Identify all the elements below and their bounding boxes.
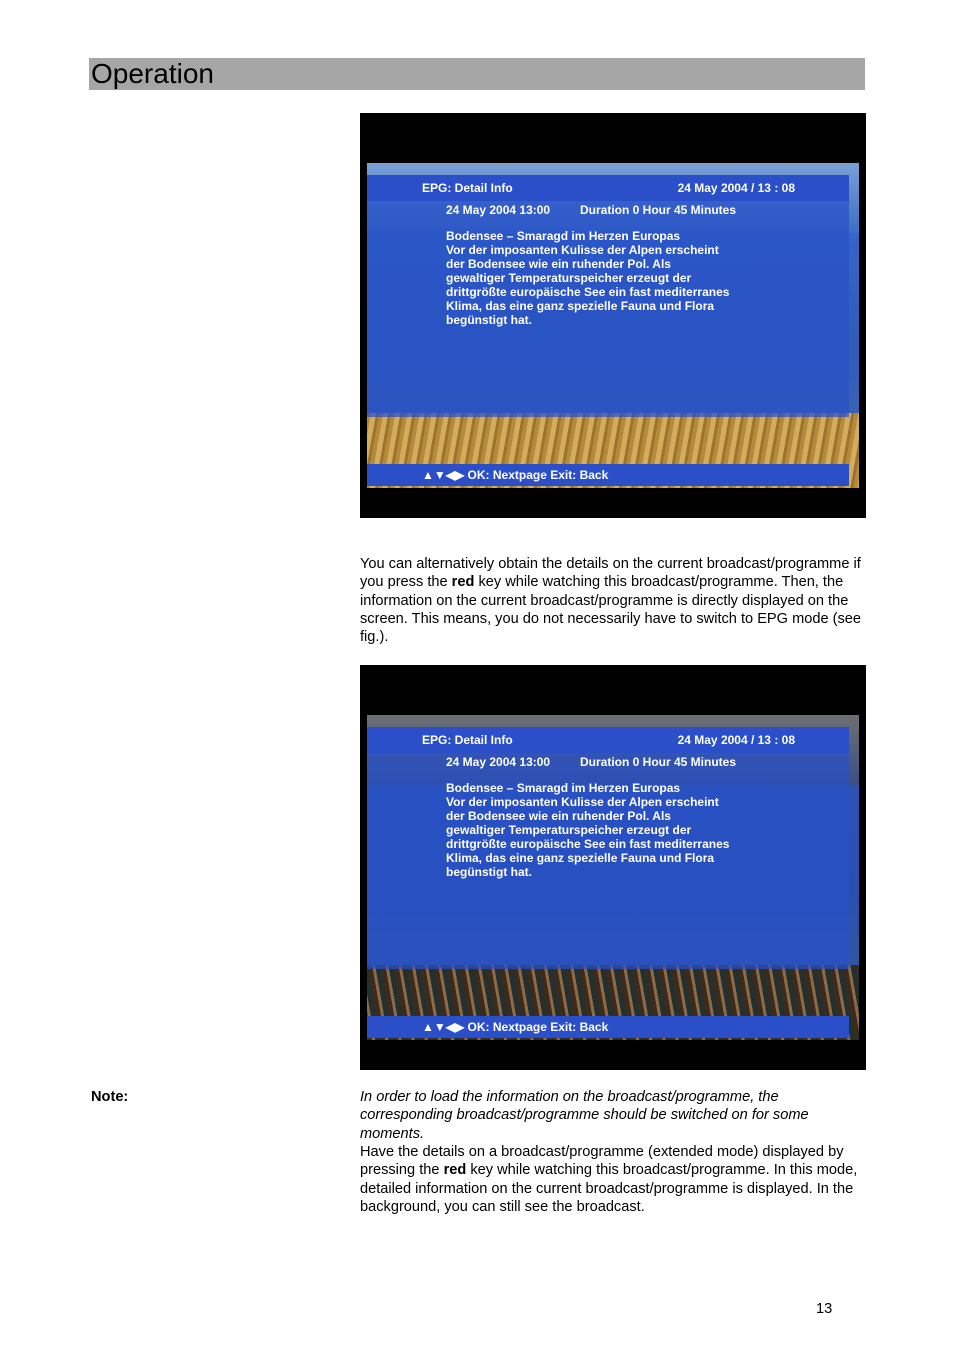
epg-footer-bar	[367, 1016, 849, 1038]
description-line: drittgrößte europäische See ein fast mediterranes	[446, 285, 730, 299]
epg-detail-screenshot-2	[360, 665, 866, 1070]
description-line: Vor der imposanten Kulisse der Alpen erscheint	[446, 243, 719, 257]
epg-header-bar	[367, 175, 849, 201]
paragraph-text: Have the details on a broadcast/programme (extended mode) displayed by pressing the	[360, 1144, 844, 1179]
description-line: Bodensee – Smaragd im Herzen Europas	[446, 229, 681, 243]
description-line: begünstigt hat.	[446, 313, 532, 327]
description-line: Bodensee – Smaragd im Herzen Europas	[446, 781, 681, 795]
epg-clock: 24 May 2004 / 13 : 08	[677, 181, 795, 195]
section-title: Operation	[91, 58, 214, 89]
programme-description	[446, 781, 806, 879]
epg-header-bar	[367, 727, 849, 753]
description-line: Klima, das eine ganz spezielle Fauna und Flora	[446, 299, 715, 313]
paragraph-extended-mode	[360, 1143, 870, 1216]
navigation-hint: ▲▼◀▶ OK: Nextpage Exit: Back	[422, 468, 609, 482]
paragraph-text: key while watching this broadcast/programme. In this mode, detailed information on the current broadcast/programme is displayed. In the background, you can still see the broadcast.	[360, 1162, 858, 1215]
epg-title: EPG: Detail Info	[422, 181, 513, 195]
description-line: gewaltiger Temperaturspeicher erzeugt der	[446, 823, 692, 837]
navigation-hint: ▲▼◀▶ OK: Nextpage Exit: Back	[422, 1020, 609, 1034]
programme-description	[446, 229, 806, 327]
page-number: 13	[816, 1301, 833, 1317]
epg-clock: 24 May 2004 / 13 : 08	[677, 733, 795, 747]
description-line: Vor der imposanten Kulisse der Alpen erscheint	[446, 795, 719, 809]
epg-footer-bar	[367, 464, 849, 486]
paragraph-red-key-info	[360, 555, 870, 646]
description-line: der Bodensee wie ein ruhender Pol. Als	[446, 809, 671, 823]
paragraph-text: You can alternatively obtain the details on the current broadcast/programme if you press the	[360, 556, 861, 591]
programme-duration: Duration 0 Hour 45 Minutes	[580, 755, 737, 769]
description-line: gewaltiger Temperaturspeicher erzeugt der	[446, 271, 692, 285]
note-label: Note:	[91, 1089, 129, 1105]
epg-detail-panel	[367, 727, 849, 969]
red-key-label: red	[451, 574, 475, 591]
description-line: Klima, das eine ganz spezielle Fauna und Flora	[446, 851, 715, 865]
epg-detail-panel	[367, 175, 849, 417]
programme-duration: Duration 0 Hour 45 Minutes	[580, 203, 737, 217]
programme-start-time: 24 May 2004 13:00	[446, 755, 551, 769]
paragraph-text: key while watching this broadcast/programme. Then, the information on the current broadcast/programme is directly displayed on the screen. This means, you do not necessarily have to switch to EPG mode (see fig.).	[360, 574, 862, 646]
note-italic-text: In order to load the information on the broadcast/programme, the corresponding broadcast/programme should be switched on for some moments.	[360, 1089, 809, 1142]
description-line: der Bodensee wie ein ruhender Pol. Als	[446, 257, 671, 271]
description-line: drittgrößte europäische See ein fast mediterranes	[446, 837, 730, 851]
programme-start-time: 24 May 2004 13:00	[446, 203, 551, 217]
epg-title: EPG: Detail Info	[422, 733, 513, 747]
red-key-label: red	[443, 1162, 467, 1179]
epg-detail-screenshot-1	[360, 113, 866, 518]
description-line: begünstigt hat.	[446, 865, 532, 879]
section-header-bar	[89, 58, 865, 90]
